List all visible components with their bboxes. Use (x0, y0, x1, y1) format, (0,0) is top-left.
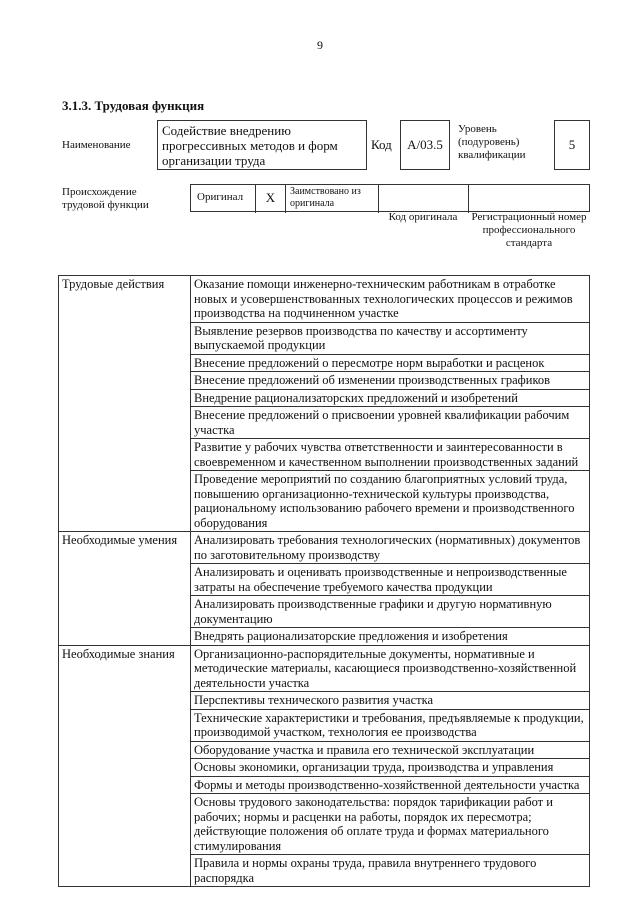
function-name-value: Содействие внедрению прогрессивных методов и форм организации труда (162, 123, 338, 168)
origin-row (190, 184, 590, 212)
section-category: Необходимые знания (59, 645, 191, 887)
section-item: Формы и методы производственно-хозяйственной деятельности участка (191, 776, 590, 794)
function-table (58, 275, 590, 887)
origin-label: Происхождение трудовой функции (62, 186, 149, 211)
section-item: Организационно-распорядительные документы, нормативные и методические материалы, касающиеся производственно-хозяйственной деятельности участка (191, 645, 590, 692)
section-item: Анализировать и оценивать производственные и непроизводственные затраты на обеспечение требуемого качества продукции (191, 564, 590, 596)
section-item: Технические характеристики и требования, предъявляемые к продукции, производимой участком, технология ее производства (191, 709, 590, 741)
table-row (59, 276, 590, 323)
section-item: Анализировать производственные графики и другую нормативную документацию (191, 596, 590, 628)
table-row (59, 645, 590, 692)
kod-original-cell (379, 185, 469, 213)
reg-number-cell (469, 185, 591, 213)
name-label: Наименование (62, 139, 131, 151)
section-item: Выявление резервов производства по качеству и ассортименту выпускаемой продукции (191, 322, 590, 354)
section-category: Трудовые действия (59, 276, 191, 532)
kod-label: Код (371, 137, 392, 152)
level-label: Уровень (подуровень) квалификации (458, 123, 526, 161)
section-item: Развитие у рабочих чувства ответственности и заинтересованности в своевременном и качественном выполнении производственных заданий (191, 439, 590, 471)
kod-box (400, 120, 450, 170)
section-item: Внедрять рационализаторские предложения и изобретения (191, 628, 590, 646)
original-label: Оригинал (191, 185, 256, 213)
section-item: Основы трудового законодательства: порядок тарификации работ и рабочих; нормы и расценки на работы, порядок их пересмотра; действующие положения об оплате труда и формах материального стимулирования (191, 794, 590, 855)
section-item: Правила и нормы охраны труда, правила внутреннего трудового распорядка (191, 855, 590, 887)
section-item: Внесение предложений об изменении производственных графиков (191, 372, 590, 390)
section-item: Внесение предложений о пересмотре норм выработки и расценок (191, 354, 590, 372)
section-item: Внедрение рационализаторских предложений и изобретений (191, 389, 590, 407)
kod-original-caption: Код оригинала (388, 211, 458, 223)
section-item: Оказание помощи инженерно-техническим работникам в отработке новых и усовершенствованных технологических процессов и режимов производства на подчиненном участке (191, 276, 590, 323)
kod-value: A/03.5 (407, 137, 443, 152)
section-item: Оборудование участка и правила его технической эксплуатации (191, 741, 590, 759)
function-name-box (157, 120, 367, 170)
original-mark: X (256, 185, 286, 213)
reg-number-caption: Регистрационный номер профессионального стандарта (471, 211, 587, 249)
section-item: Внесение предложений о присвоении уровней квалификации рабочим участка (191, 407, 590, 439)
borrowed-label: Заимствовано из оригинала (286, 185, 379, 213)
level-value: 5 (568, 137, 576, 152)
page-number: 9 (317, 38, 323, 52)
section-item: Проведение мероприятий по созданию благоприятных условий труда, повышению организационно-технической культуры производства, рациональному использованию рабочего времени и производственного оборудования (191, 471, 590, 532)
section-item: Основы экономики, организации труда, производства и управления (191, 759, 590, 777)
table-row (59, 532, 590, 564)
section-item: Перспективы технического развития участка (191, 692, 590, 710)
section-title: 3.1.3. Трудовая функция (62, 98, 205, 113)
level-box (554, 120, 590, 170)
section-item: Анализировать требования технологических (нормативных) документов по заготовительному производству (191, 532, 590, 564)
section-category: Необходимые умения (59, 532, 191, 646)
